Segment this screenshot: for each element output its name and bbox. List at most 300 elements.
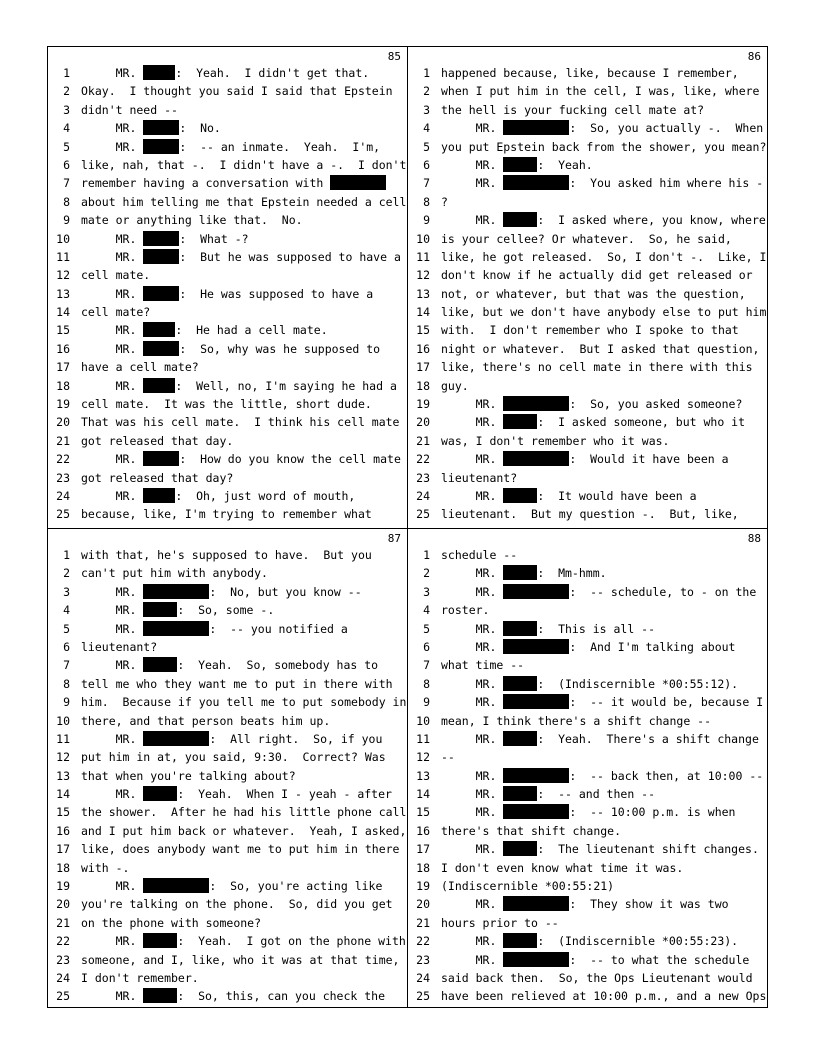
text-segment: : You asked him where his -: [569, 176, 764, 191]
text-segment: got released that day?: [81, 470, 234, 485]
transcript-line: [408, 638, 766, 656]
line-text: [441, 487, 762, 505]
text-segment: MR.: [441, 584, 504, 599]
transcript-line: [408, 321, 766, 339]
line-number: 24: [416, 970, 430, 985]
redaction-block: [503, 639, 569, 654]
line-text: [441, 656, 762, 674]
line-text: [81, 675, 402, 693]
text-segment: : Yeah. There's a shift change: [537, 731, 759, 746]
redaction-block: [143, 378, 175, 393]
transcript-line: [408, 822, 766, 840]
line-number: 3: [423, 102, 430, 117]
redaction-block: [503, 694, 569, 709]
text-segment: MR.: [81, 879, 144, 894]
line-text: [81, 693, 406, 711]
transcript-line: [48, 987, 406, 1005]
transcript-line: [408, 914, 766, 932]
line-number: 17: [56, 360, 70, 375]
text-segment: happened because, like, because I remember,: [441, 66, 739, 80]
line-text: [81, 303, 402, 321]
transcript-line: [48, 601, 406, 619]
transcript-line: [48, 119, 406, 137]
text-segment: the shower. After he had his little phone call: [81, 805, 406, 820]
line-text: [441, 82, 762, 100]
text-segment: MR.: [441, 695, 504, 710]
text-segment: : Mm-hmm.: [537, 566, 607, 581]
text-segment: tell me who they want me to put in there with: [81, 676, 393, 691]
text-segment: put him in at, you said, 9:30. Correct? Was: [81, 750, 386, 765]
text-segment: MR.: [441, 621, 504, 636]
line-number: 16: [56, 341, 70, 356]
text-segment: : -- schedule, to - on the: [569, 584, 757, 599]
transcript-lines: [48, 64, 406, 524]
line-number: 1: [423, 548, 430, 562]
text-segment: MR.: [81, 989, 144, 1004]
redaction-block: [143, 341, 179, 356]
transcript-line: [408, 803, 766, 821]
line-text: [81, 119, 402, 137]
line-text: [81, 64, 402, 82]
line-text: [441, 230, 762, 248]
transcript-line: [48, 211, 406, 229]
transcript-line: [48, 321, 406, 339]
text-segment: : So, why was he supposed to: [179, 341, 381, 356]
line-number: 11: [416, 731, 430, 746]
transcript-line: [48, 395, 406, 413]
transcript-page-87: [48, 529, 406, 1009]
line-number: 6: [63, 157, 70, 172]
line-text: [81, 914, 402, 932]
text-segment: MR.: [81, 139, 144, 154]
text-segment: : It would have been a: [537, 488, 697, 503]
line-number: 1: [63, 548, 70, 562]
line-number: 7: [63, 658, 70, 673]
transcript-line: [408, 101, 766, 119]
text-segment: MR.: [441, 213, 504, 228]
text-segment: roster.: [441, 603, 490, 618]
redaction-block: [503, 396, 569, 411]
text-segment: remember having a conversation with: [81, 176, 331, 191]
line-text: [441, 340, 762, 358]
transcript-line: [48, 822, 406, 840]
transcript-line: [48, 505, 406, 523]
text-segment: : Yeah. I got on the phone with: [177, 934, 406, 949]
line-text: [441, 303, 766, 321]
line-text: [441, 413, 762, 431]
text-segment: MR.: [81, 286, 144, 301]
text-segment: was, I don't remember who it was.: [441, 433, 670, 448]
transcript-line: [408, 413, 766, 431]
transcript-line: [48, 932, 406, 950]
text-segment: : No, but you know --: [209, 584, 362, 599]
transcript-line: [48, 914, 406, 932]
transcript-line: [48, 432, 406, 450]
line-text: [81, 321, 402, 339]
transcript-line: [48, 620, 406, 638]
text-segment: MR.: [441, 488, 504, 503]
transcript-line: [48, 693, 406, 711]
text-segment: the hell is your fucking cell mate at?: [441, 102, 705, 117]
transcript-line: [48, 877, 406, 895]
text-segment: MR.: [81, 249, 144, 264]
redaction-block: [143, 249, 179, 264]
text-segment: like, he got released. So, I don't -. Like, I: [441, 249, 766, 264]
line-number: 11: [416, 249, 430, 264]
line-text: [81, 138, 402, 156]
line-text: [441, 620, 762, 638]
line-number: 3: [423, 584, 430, 599]
text-segment: MR.: [441, 731, 504, 746]
transcript-line: [48, 656, 406, 674]
transcript-line: [408, 785, 766, 803]
page-number: 88: [747, 532, 761, 545]
text-segment: lieutenant. But my question -. But, like,: [441, 507, 739, 522]
transcript-page-85: [48, 47, 406, 527]
line-number: 10: [56, 713, 70, 728]
redaction-block: [503, 804, 569, 819]
line-number: 20: [416, 897, 430, 912]
line-text: [81, 546, 402, 564]
line-number: 15: [56, 805, 70, 820]
redaction-block: [143, 488, 175, 503]
line-number: 3: [63, 584, 70, 599]
line-text: [81, 285, 402, 303]
text-segment: mate or anything like that. No.: [81, 213, 303, 228]
line-text: [441, 748, 762, 766]
line-text: [81, 730, 402, 748]
line-text: [81, 564, 402, 582]
line-number: 19: [56, 397, 70, 412]
text-segment: got released that day.: [81, 433, 234, 448]
redaction-block: [503, 212, 537, 227]
line-text: [441, 321, 762, 339]
transcript-line: [408, 859, 766, 877]
text-segment: and I put him back or whatever. Yeah, I asked,: [81, 823, 406, 838]
transcript-line: [48, 82, 406, 100]
text-segment: said back then. So, the Ops Lieutenant would: [441, 970, 753, 985]
text-segment: MR.: [441, 566, 504, 581]
line-text: [441, 914, 762, 932]
line-number: 21: [416, 915, 430, 930]
line-number: 6: [423, 639, 430, 654]
line-number: 23: [416, 470, 430, 485]
horizontal-divider: [48, 528, 767, 529]
text-segment: MR.: [81, 121, 144, 136]
line-number: 4: [423, 121, 430, 136]
text-segment: MR.: [441, 934, 504, 949]
text-segment: someone, and I, like, who it was at that time,: [81, 952, 400, 967]
line-number: 3: [63, 102, 70, 117]
line-text: [81, 638, 402, 656]
text-segment: : So, some -.: [177, 603, 275, 618]
line-number: 24: [56, 488, 70, 503]
line-number: 18: [56, 378, 70, 393]
transcript-line: [48, 730, 406, 748]
text-segment: MR.: [81, 731, 144, 746]
line-text: [81, 266, 402, 284]
text-segment: like, nah, that -. I didn't have a -. I don't: [81, 157, 406, 172]
text-segment: have a cell mate?: [81, 360, 199, 375]
transcript-line: [408, 487, 766, 505]
transcript-line: [408, 303, 766, 321]
text-segment: : Yeah. I didn't get that.: [175, 66, 370, 80]
line-text: [81, 951, 402, 969]
line-text: [81, 712, 402, 730]
transcript-line: [408, 620, 766, 638]
line-number: 22: [56, 934, 70, 949]
transcript-line: [48, 138, 406, 156]
text-segment: cell mate.: [81, 268, 151, 283]
line-text: [81, 877, 402, 895]
line-text: [81, 101, 402, 119]
transcript-line: [408, 767, 766, 785]
line-text: [441, 767, 762, 785]
line-text: [441, 285, 762, 303]
text-segment: MR.: [441, 452, 504, 467]
line-text: [81, 767, 402, 785]
transcript-line: [48, 101, 406, 119]
text-segment: is your cellee? Or whatever. So, he said,: [441, 231, 732, 246]
line-number: 7: [423, 176, 430, 191]
line-number: 10: [56, 231, 70, 246]
transcript-line: [408, 969, 766, 987]
transcript-line: [408, 211, 766, 229]
line-text: [81, 840, 402, 858]
line-number: 8: [423, 194, 430, 209]
line-number: 6: [423, 157, 430, 172]
redaction-block: [143, 878, 209, 893]
text-segment: : What -?: [179, 231, 249, 246]
text-segment: That was his cell mate. I think his cell mate: [81, 415, 400, 430]
redaction-block: [503, 841, 537, 856]
text-segment: : -- back then, at 10:00 --: [569, 768, 764, 783]
text-segment: MR.: [441, 397, 504, 412]
text-segment: : He was supposed to have a: [179, 286, 374, 301]
line-number: 5: [63, 621, 70, 636]
text-segment: ?: [441, 194, 448, 209]
transcript-line: [48, 193, 406, 211]
line-number: 12: [416, 750, 430, 765]
redaction-block: [143, 120, 179, 135]
text-segment: MR.: [441, 805, 504, 820]
text-segment: lieutenant?: [81, 639, 158, 654]
text-segment: MR.: [81, 934, 144, 949]
text-segment: MR.: [441, 787, 504, 802]
text-segment: : The lieutenant shift changes.: [537, 842, 759, 857]
line-text: [441, 675, 762, 693]
line-text: [81, 156, 406, 174]
text-segment: you put Epstein back from the shower, you mean?: [441, 139, 766, 154]
line-text: [441, 358, 762, 376]
redaction-block: [503, 451, 569, 466]
transcript-lines: [408, 64, 766, 524]
line-text: [441, 546, 762, 564]
line-number: 5: [423, 139, 430, 154]
line-number: 14: [416, 305, 430, 320]
text-segment: cell mate. It was the little, short dude.: [81, 397, 372, 412]
transcript-line: [408, 450, 766, 468]
text-segment: MR.: [81, 231, 144, 246]
line-text: [441, 601, 762, 619]
text-segment: : I asked someone, but who it: [537, 415, 746, 430]
transcript-line: [408, 877, 766, 895]
transcript-page: [47, 46, 768, 1008]
text-segment: : And I'm talking about: [569, 639, 736, 654]
transcript-line: [48, 377, 406, 395]
transcript-line: [408, 193, 766, 211]
transcript-line: [48, 266, 406, 284]
redaction-block: [143, 584, 209, 599]
text-segment: night or whatever. But I asked that question,: [441, 341, 760, 356]
line-number: 19: [416, 879, 430, 894]
transcript-page-86: [408, 47, 766, 527]
transcript-line: [408, 82, 766, 100]
line-text: [81, 432, 402, 450]
text-segment: with -.: [81, 860, 130, 875]
redaction-block: [143, 731, 209, 746]
text-segment: that when you're talking about?: [81, 768, 296, 783]
text-segment: not, or whatever, but that was the question,: [441, 286, 746, 301]
line-text: [441, 730, 762, 748]
text-segment: : -- it would be, because I: [569, 695, 764, 710]
redaction-block: [143, 933, 177, 948]
text-segment: (Indiscernible *00:55:21): [441, 879, 615, 894]
text-segment: : -- an inmate. Yeah. I'm,: [179, 139, 381, 154]
transcript-line: [48, 358, 406, 376]
text-segment: I don't remember.: [81, 970, 199, 985]
line-number: 16: [416, 823, 430, 838]
text-segment: : I asked where, you know, where: [537, 213, 766, 228]
redaction-block: [503, 933, 537, 948]
text-segment: there, and that person beats him up.: [81, 713, 331, 728]
text-segment: guy.: [441, 378, 469, 393]
line-text: [81, 174, 402, 192]
line-number: 19: [416, 397, 430, 412]
line-number: 17: [416, 360, 430, 375]
line-text: [81, 987, 402, 1005]
line-number: 22: [56, 452, 70, 467]
redaction-block: [143, 286, 179, 301]
transcript-page-88: [408, 529, 766, 1009]
text-segment: MR.: [81, 323, 144, 338]
line-text: [81, 969, 402, 987]
vertical-divider: [407, 47, 408, 1007]
transcript-line: [408, 675, 766, 693]
text-segment: with. I don't remember who I spoke to that: [441, 323, 739, 338]
text-segment: schedule --: [441, 548, 518, 562]
transcript-line: [48, 546, 406, 564]
line-number: 25: [56, 507, 70, 522]
text-segment: MR.: [441, 952, 504, 967]
transcript-line: [48, 840, 406, 858]
text-segment: MR.: [81, 488, 144, 503]
line-number: 25: [416, 507, 430, 522]
text-segment: lieutenant?: [441, 470, 518, 485]
line-text: [81, 230, 402, 248]
redaction-block: [330, 175, 386, 190]
line-number: 24: [416, 488, 430, 503]
text-segment: : All right. So, if you: [209, 731, 383, 746]
text-segment: : So, you're acting like: [209, 879, 383, 894]
text-segment: when I put him in the cell, I was, like, where: [441, 84, 760, 99]
text-segment: MR.: [441, 639, 504, 654]
redaction-block: [503, 414, 537, 429]
line-number: 8: [63, 194, 70, 209]
transcript-line: [48, 638, 406, 656]
line-number: 14: [416, 787, 430, 802]
text-segment: MR.: [81, 452, 144, 467]
page-number: 87: [387, 532, 401, 545]
transcript-line: [48, 340, 406, 358]
transcript-line: [48, 859, 406, 877]
line-text: [441, 803, 762, 821]
text-segment: : -- to what the schedule: [569, 952, 750, 967]
line-text: [441, 840, 762, 858]
line-number: 25: [56, 989, 70, 1004]
line-text: [441, 469, 762, 487]
text-segment: MR.: [81, 621, 144, 636]
text-segment: : -- 10:00 p.m. is when: [569, 805, 736, 820]
line-number: 5: [63, 139, 70, 154]
redaction-block: [503, 565, 537, 580]
text-segment: MR.: [81, 787, 144, 802]
text-segment: : Yeah.: [537, 157, 593, 172]
line-number: 13: [416, 768, 430, 783]
line-text: [441, 248, 766, 266]
transcript-line: [48, 174, 406, 192]
line-text: [441, 211, 766, 229]
page-number: 86: [747, 50, 761, 63]
transcript-line: [408, 230, 766, 248]
line-number: 11: [56, 731, 70, 746]
transcript-line: [408, 174, 766, 192]
text-segment: can't put him with anybody.: [81, 566, 268, 581]
text-segment: MR.: [441, 676, 504, 691]
line-number: 18: [416, 860, 430, 875]
line-number: 12: [56, 268, 70, 283]
line-text: [81, 450, 402, 468]
line-text: [441, 822, 762, 840]
text-segment: about him telling me that Epstein needed a cell: [81, 194, 406, 209]
line-text: [441, 266, 762, 284]
text-segment: : So, you actually -. When: [569, 121, 764, 136]
line-text: [441, 193, 762, 211]
line-text: [441, 712, 762, 730]
line-text: [81, 932, 406, 950]
transcript-line: [408, 395, 766, 413]
line-number: 4: [423, 603, 430, 618]
redaction-block: [503, 731, 537, 746]
transcript-line: [48, 413, 406, 431]
text-segment: MR.: [81, 66, 144, 80]
line-number: 16: [56, 823, 70, 838]
line-number: 13: [56, 286, 70, 301]
transcript-line: [48, 748, 406, 766]
transcript-line: [408, 358, 766, 376]
text-segment: : This is all --: [537, 621, 656, 636]
line-number: 22: [416, 934, 430, 949]
text-segment: there's that shift change.: [441, 823, 622, 838]
text-segment: : But he was supposed to have a: [179, 249, 401, 264]
transcript-line: [48, 64, 406, 82]
transcript-line: [408, 432, 766, 450]
line-text: [441, 932, 762, 950]
line-number: 14: [56, 305, 70, 320]
transcript-line: [48, 583, 406, 601]
line-number: 21: [416, 433, 430, 448]
redaction-block: [503, 896, 569, 911]
